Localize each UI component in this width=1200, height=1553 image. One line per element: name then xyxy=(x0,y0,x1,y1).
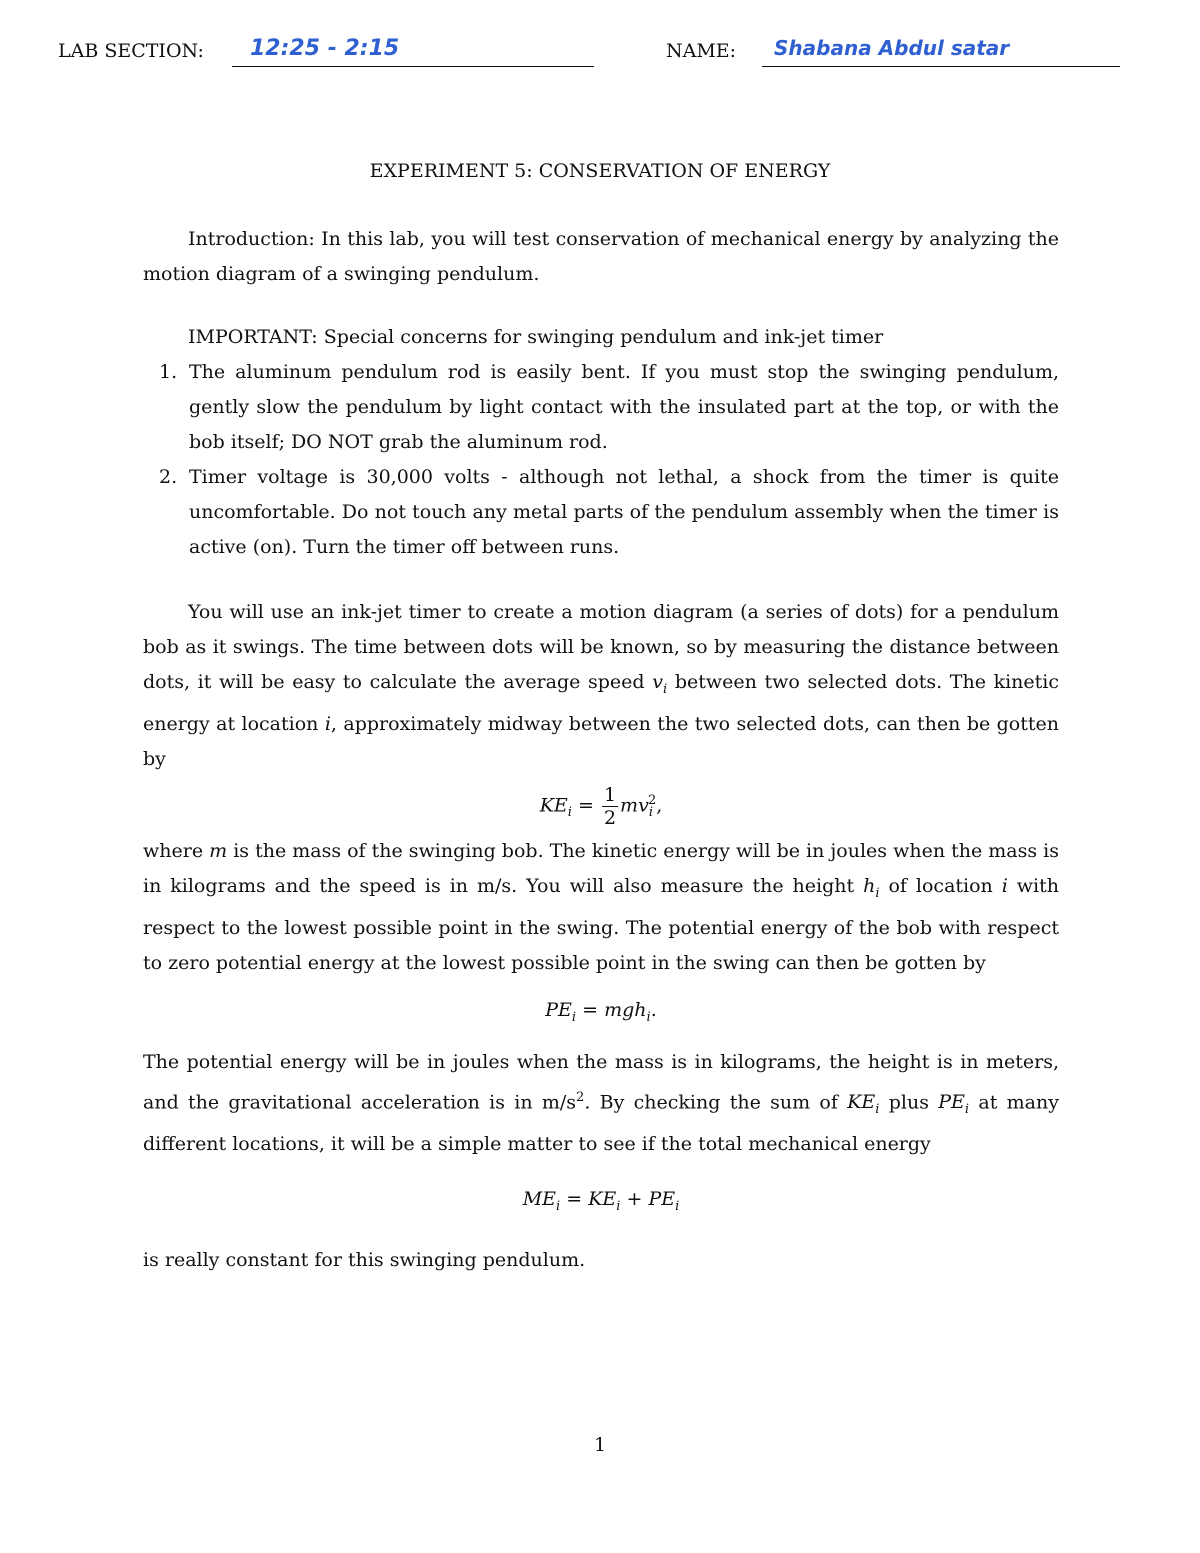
eq-symbol: mv xyxy=(620,794,649,817)
text-run: You will use an ink-jet timer to create a motion diagram (a series of dots) for a pendulum bob as it swings. The time between dots will be known, so by measuring the distance between dots, it will be easy to calculate the average speed xyxy=(143,601,1059,693)
text-run: where xyxy=(143,839,204,862)
intro-section xyxy=(143,222,1059,292)
list-item xyxy=(143,355,1059,460)
lab-section-label: LAB SECTION: xyxy=(58,40,204,62)
list-item xyxy=(143,460,1059,565)
equation-mechanical-energy: $ME_i = KE_i + PE_i$ xyxy=(522,1187,680,1214)
paragraph-motion-diagram: You will use an ink-jet timer to create a motion diagram (a series of dots) for a pendulum bob as it swings. The time between dots will be known, so by measuring the distance between dots, it will be easy to calculate the average speed $v_i$ between two selected dots. The kinetic energy at location i, approximately midway between the two selected dots, can then be gotten by xyxy=(143,601,1060,770)
name-handwriting: Shabana Abdul satar xyxy=(774,36,1010,60)
method-section xyxy=(143,595,1059,1278)
page-number: 1 xyxy=(593,1434,607,1456)
text-run: between two selected dots. The kinetic energy at location xyxy=(143,671,1060,735)
fraction-numerator: 1 xyxy=(603,783,617,806)
lab-section-field xyxy=(232,36,594,67)
equation-potential-energy: $PE_i = mgh_i$. xyxy=(545,998,657,1025)
text-run: , approximately midway between the two selected dots, can then be gotten by xyxy=(143,712,1060,770)
eq-punct: , xyxy=(656,794,663,817)
text-run: The potential energy will be in joules when the mass is in kilograms, the height is in meters, and the gravitational acceleration is in m/s xyxy=(143,1050,1059,1113)
important-list xyxy=(143,355,1059,565)
name-field xyxy=(762,36,1120,67)
paragraph-conclusion: is really constant for this swinging pendulum. xyxy=(143,1249,586,1272)
text-run: plus xyxy=(888,1090,929,1113)
paragraph-total-energy: The potential energy will be in joules when the mass is in kilograms, the height is in meters, and the gravitational acceleration is in $m/s^2$. By checking the sum of $KE_i$ plus $PE_i$ at many different locations, it will be a simple matter to see if the total mechanical energy xyxy=(143,1050,1059,1155)
fraction-denominator: 2 xyxy=(603,806,617,829)
paragraph-mass-height: where m is the mass of the swinging bob. The kinetic energy will be in joules when the mass is in kilograms and the speed is in m/s. You will also measure the height $h_i$ of location i with respect to the lowest possible point in the swing. The potential energy of the bob with respect to zero potential energy at the lowest possible point in the swing can then be gotten by xyxy=(143,839,1059,974)
text-run: . By checking the sum of xyxy=(584,1090,838,1113)
text-run: of location xyxy=(888,874,993,897)
text-run: with respect to the lowest possible point in the swing. The potential energy of the bob with respect to zero potential energy at the lowest possible point in the swing can then be gotten by xyxy=(143,874,1059,974)
name-label: NAME: xyxy=(666,40,737,62)
list-number: 2. xyxy=(159,466,178,488)
important-label: IMPORTANT: xyxy=(188,326,318,348)
list-number: 1. xyxy=(159,361,178,383)
eq-punct: . xyxy=(650,998,657,1021)
intro-text: In this lab, you will test conservation of mechanical energy by analyzing the motion diagram of a swinging pendulum. xyxy=(143,228,1059,285)
eq-symbol: PE xyxy=(545,998,572,1021)
list-text: The aluminum pendulum rod is easily bent. If you must stop the swinging pendulum, gently slow the pendulum by light contact with the insulated part at the top, or with the bob itself; DO NOT grab the aluminum rod. xyxy=(189,361,1059,453)
important-text: Special concerns for swinging pendulum and ink-jet timer xyxy=(323,326,884,348)
eq-symbol: mgh xyxy=(604,998,647,1021)
important-heading xyxy=(143,320,1059,355)
eq-symbol: KE xyxy=(588,1187,617,1210)
fraction-half xyxy=(602,784,618,829)
intro-label: Introduction: xyxy=(188,228,315,250)
text-run: at many different locations, it will be a simple matter to see if the total mechanical energy xyxy=(143,1090,1059,1155)
important-section xyxy=(143,320,1059,565)
document-title: EXPERIMENT 5: CONSERVATION OF ENERGY xyxy=(369,160,831,182)
list-text: Timer voltage is 30,000 volts - although not lethal, a shock from the timer is quite uncomfortable. Do not touch any metal parts of the pendulum assembly when the timer is active (on). Turn the timer off between runs. xyxy=(189,466,1059,558)
eq-symbol: ME xyxy=(522,1187,557,1210)
intro-paragraph xyxy=(143,222,1059,292)
eq-symbol: PE xyxy=(648,1187,676,1210)
eq-symbol: KE xyxy=(539,794,568,817)
equation-kinetic-energy: $KE_i$ = $\frac{1}{2}$ $mv_i^2$, xyxy=(539,783,663,829)
lab-section-handwriting: 12:25 - 2:15 xyxy=(250,36,400,61)
text-run: is the mass of the swinging bob. The kinetic energy will be in joules when the mass is in kilograms and the speed is in m/s. You will also measure the height xyxy=(143,839,1059,897)
